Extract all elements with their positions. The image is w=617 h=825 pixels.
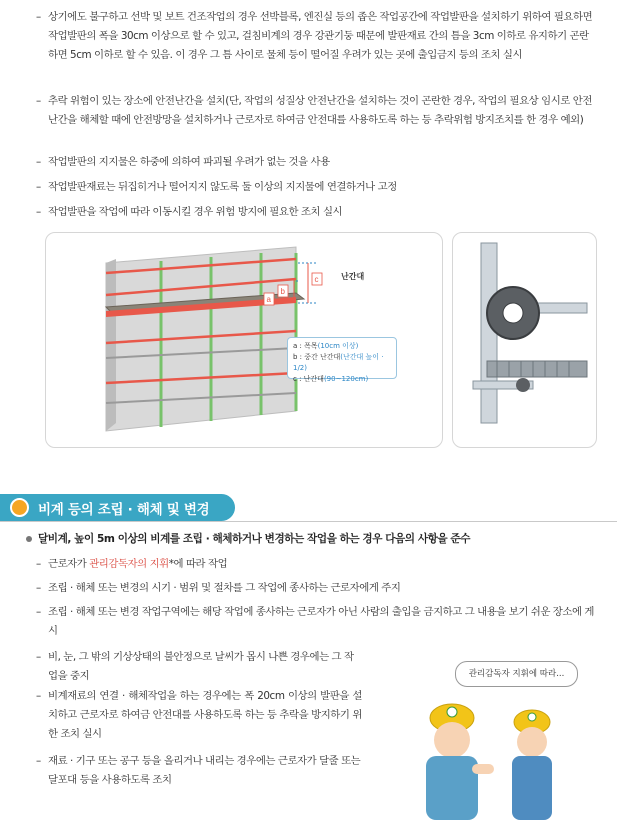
sub-bullet-text: 근로자가 관리감독자의 지휘*에 따라 작업 bbox=[48, 558, 228, 570]
figure-legend bbox=[287, 337, 397, 383]
sub-bullet-item: – 조립 · 해체 또는 변경 작업구역에는 해당 작업에 종사하는 근로자가 아닌 사람의 출입을 금지하고 그 내용을 보기 쉬운 장소에 게시 bbox=[36, 603, 595, 641]
dim-label-b: b bbox=[280, 287, 285, 296]
bullet-text: 상기에도 불구하고 선박 및 보트 건조작업의 경우 선박블록, 엔진실 등의 좁은 작업공간에 작업발판을 설치하기 위하여 필요하면 작업발판의 폭을 30cm 이상으로 할 수 있고, 걸침비계의 경우 강관기둥 때문에 발판재료 간의 틈을 3cm 이하로 유지하기 곤란하면 5cm 이하로 할 수 있음. 이 경우 그 틈 사이로 물체 등이 떨어질 우려가 있는 곳에 출입금지 등의 조치 실시 bbox=[48, 11, 593, 61]
bullet-item: – 상기에도 불구하고 선박 및 보트 건조작업의 경우 선박블록, 엔진실 등의 좁은 작업공간에 작업발판을 설치하기 위하여 필요하면 작업발판의 폭을 30cm 이상으로 할 수 있고, 걸침비계의 경우 강관기둥 때문에 발판재료 간의 틈을 3cm 이하로 유지하기 곤란하면 5cm 이하로 할 수 있음. 이 경우 그 틈 사이로 물체 등이 떨어질 우려가 있는 곳에 출입금지 등의 조치 실시 bbox=[36, 8, 595, 65]
legend-item: b : 중간 난간대(난간대 높이 · 1/2) bbox=[293, 353, 384, 372]
bullet-item: – 추락 위험이 있는 장소에 안전난간을 설치(단, 작업의 성질상 안전난간을 설치하는 것이 곤란한 경우, 작업의 필요상 임시로 안전난간을 해체할 때에 안전방망을 설치하거나 근로자로 하여금 안전대를 사용하도록 하는 등 추락위험 방지조치를 한 경우 예외) bbox=[36, 92, 595, 130]
bullet-text: 작업발판의 지지물은 하중에 의하여 파괴될 우려가 없는 것을 사용 bbox=[48, 156, 330, 168]
workers-illustration bbox=[390, 690, 590, 820]
bullet-text: 추락 위험이 있는 장소에 안전난간을 설치(단, 작업의 성질상 안전난간을 설치하는 것이 곤란한 경우, 작업의 필요상 임시로 안전난간을 해체할 때에 안전방망을 설치하거나 근로자로 하여금 안전대를 사용하도록 하는 등 추락위험 방지조치를 한 경우 예외) bbox=[48, 95, 592, 126]
sub-bullet-text: 비계재료의 연결 · 해체작업을 하는 경우에는 폭 20cm 이상의 발판을 설치하고 근로자로 하여금 안전대를 사용하도록 하는 등 추락을 방지하기 위한 조치 실시 bbox=[48, 690, 362, 740]
dim-label-c: c bbox=[314, 275, 319, 284]
bullet-text: 작업발판재료는 뒤집히거나 떨어지지 않도록 둘 이상의 지지물에 연결하거나 고정 bbox=[48, 181, 397, 193]
bullet-item: – 작업발판의 지지물은 하중에 의하여 파괴될 우려가 없는 것을 사용 bbox=[36, 153, 595, 172]
sub-bullet-item: – 근로자가 관리감독자의 지휘*에 따라 작업 bbox=[36, 555, 595, 574]
bullet-item: – 작업발판재료는 뒤집히거나 떨어지지 않도록 둘 이상의 지지물에 연결하거나 고정 bbox=[36, 178, 595, 197]
legend-item: c : 난간대(90~120cm) bbox=[293, 375, 369, 383]
clamp-detail-illustration bbox=[453, 233, 596, 447]
clamp-figure-box bbox=[452, 232, 597, 448]
dim-label-a: a bbox=[266, 295, 271, 304]
scaffold-figure-box bbox=[45, 232, 443, 448]
sub-bullet-item: – 재료 · 기구 또는 공구 등을 올리거나 내리는 경우에는 근로자가 달줄 또는 달포대 등을 사용하도록 조치 bbox=[36, 752, 362, 790]
bullet-text: 작업발판을 작업에 따라 이동시킬 경우 위험 방지에 필요한 조치 실시 bbox=[48, 206, 343, 218]
main-bullet-text: 달비계, 높이 5m 이상의 비계를 조립 · 해체하거나 변경하는 작업을 하는 경우 다음의 사항을 준수 bbox=[38, 533, 470, 545]
section-divider bbox=[0, 521, 617, 522]
sub-bullet-text: 조립 · 해체 또는 변경 작업구역에는 해당 작업에 종사하는 근로자가 아닌 사람의 출입을 금지하고 그 내용을 보기 쉬운 장소에 게시 bbox=[48, 606, 595, 637]
sub-bullet-text: 재료 · 기구 또는 공구 등을 올리거나 내리는 경우에는 근로자가 달줄 또는 달포대 등을 사용하도록 조치 bbox=[48, 755, 361, 786]
sub-bullet-item: – 비계재료의 연결 · 해체작업을 하는 경우에는 폭 20cm 이상의 발판을 설치하고 근로자로 하여금 안전대를 사용하도록 하는 등 추락을 방지하기 위한 조치 실시 bbox=[36, 687, 362, 744]
highlight-term: 관리감독자의 지휘 bbox=[89, 558, 169, 570]
speech-bubble: 관리감독자 지휘에 따라... bbox=[455, 661, 578, 687]
sub-bullet-text: 비, 눈, 그 밖의 기상상태의 불안정으로 날씨가 몹시 나쁜 경우에는 그 작업을 중지 bbox=[48, 651, 354, 682]
main-bullet bbox=[26, 531, 470, 546]
sub-bullet-text: 조립 · 해체 또는 변경의 시기 · 범위 및 절차를 그 작업에 종사하는 근로자에게 주지 bbox=[48, 582, 401, 594]
section-title: 비계 등의 조립 · 해체 및 변경 bbox=[38, 502, 210, 518]
bullet-dot-icon bbox=[26, 536, 32, 542]
sub-bullet-item: – 비, 눈, 그 밖의 기상상태의 불안정으로 날씨가 몹시 나쁜 경우에는 그 작업을 중지 bbox=[36, 648, 362, 686]
section-icon bbox=[10, 498, 29, 517]
rail-label: 난간대 bbox=[341, 272, 365, 281]
bullet-item: – 작업발판을 작업에 따라 이동시킬 경우 위험 방지에 필요한 조치 실시 bbox=[36, 203, 595, 222]
sub-bullet-item: – 조립 · 해체 또는 변경의 시기 · 범위 및 절차를 그 작업에 종사하는 근로자에게 주지 bbox=[36, 579, 595, 598]
legend-item: a : 폭목(10cm 이상) bbox=[293, 342, 359, 350]
